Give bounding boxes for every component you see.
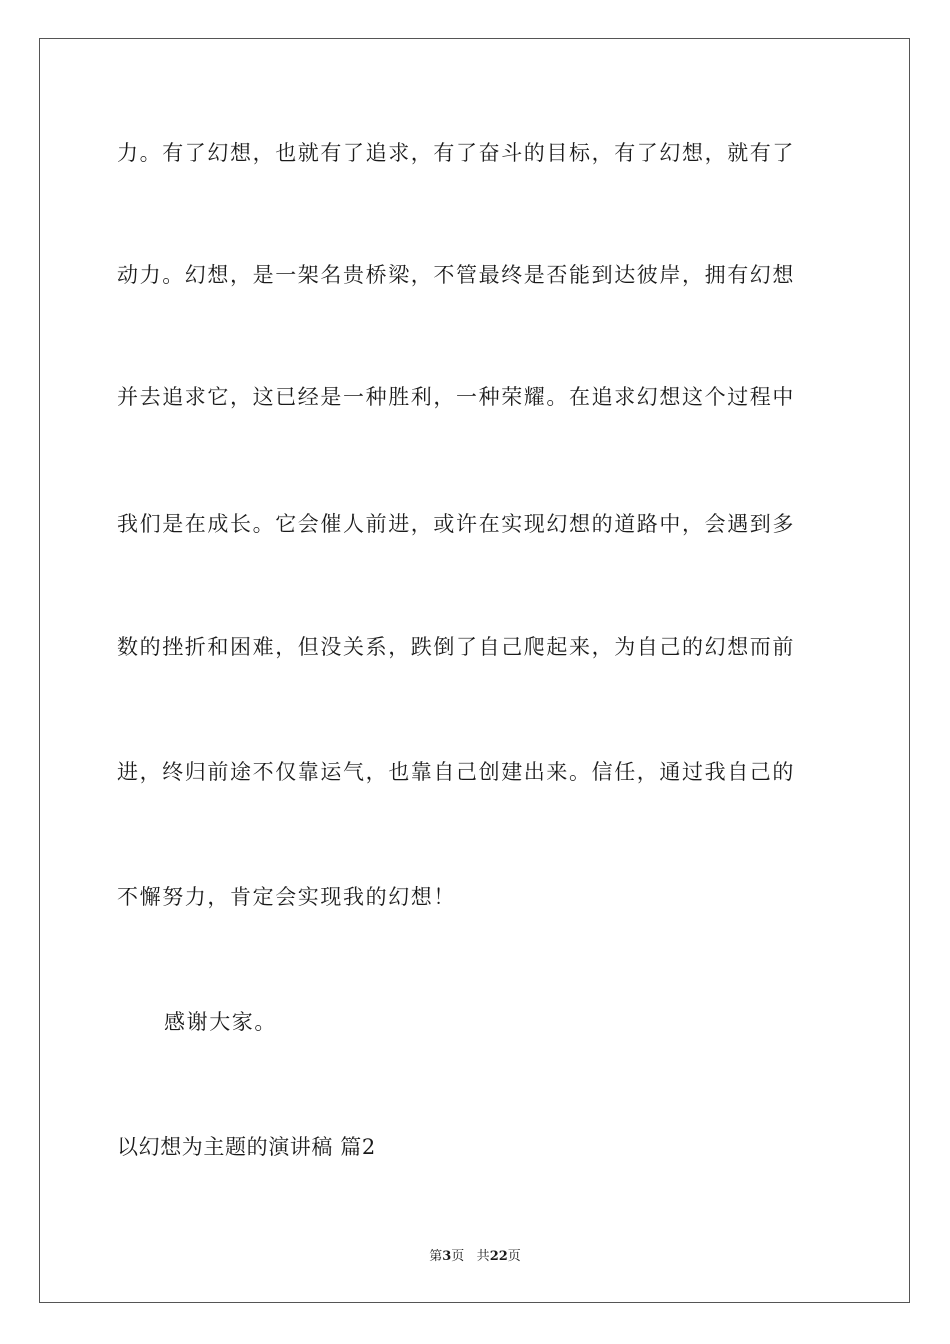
page-border	[39, 38, 910, 1303]
closing-line: 感谢大家。	[164, 1010, 277, 1034]
total-pages: 22	[489, 1249, 508, 1264]
page-number: 3	[442, 1249, 452, 1264]
total-suffix: 页	[507, 1249, 521, 1264]
paragraph-line: 进，终归前途不仅靠运气，也靠自己创建出来。信任，通过我自己的	[117, 760, 795, 784]
paragraph-line: 力。有了幻想，也就有了追求，有了奋斗的目标，有了幻想，就有了	[117, 141, 795, 165]
page-prefix: 第	[429, 1249, 443, 1264]
paragraph-line: 我们是在成长。它会催人前进，或许在实现幻想的道路中，会遇到多	[117, 512, 795, 536]
paragraph-line: 不懈努力，肯定会实现我的幻想！	[117, 885, 456, 909]
section-title: 以幻想为主题的演讲稿 篇2	[117, 1135, 376, 1159]
paragraph-line: 数的挫折和困难，但没关系，跌倒了自己爬起来，为自己的幻想而前	[117, 635, 795, 659]
total-prefix: 共	[476, 1249, 490, 1264]
page-suffix: 页	[451, 1249, 465, 1264]
page-footer	[0, 1248, 950, 1266]
paragraph-line: 并去追求它，这已经是一种胜利，一种荣耀。在追求幻想这个过程中	[117, 385, 795, 409]
paragraph-line: 动力。幻想，是一架名贵桥梁，不管最终是否能到达彼岸，拥有幻想	[117, 263, 795, 287]
